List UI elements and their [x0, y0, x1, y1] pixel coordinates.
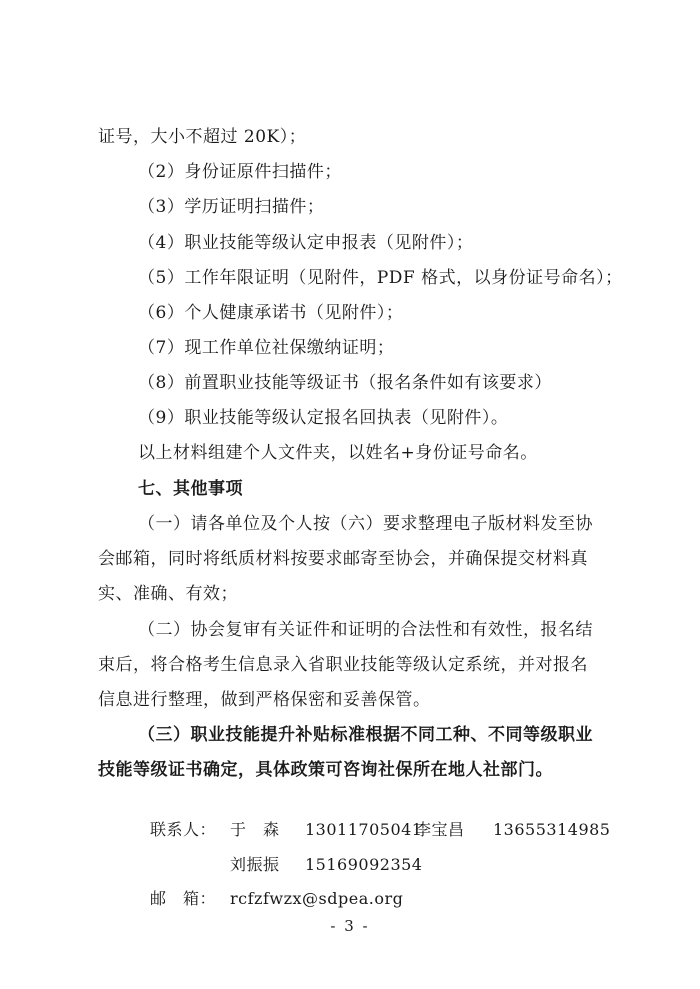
paragraph-2-line-1: （二）协会复审有关证件和证明的合法性和有效性，报名结: [138, 620, 593, 640]
list-item-8: （8）前置职业技能等级证书（报名条件如有该要求）: [138, 373, 552, 393]
contact-person-2-phone: 13655314985: [493, 820, 611, 839]
list-item-4: （4）职业技能等级认定申报表（见附件）；: [138, 233, 474, 253]
section-heading: 七、其他事项: [138, 479, 243, 499]
paragraph-2-line-3: 信息进行整理，做到严格保密和妥善保管。: [98, 690, 431, 710]
contact-person-1-name: 于 森: [230, 820, 280, 839]
page-number: - 3 -: [330, 917, 370, 935]
list-item-9: （9）职业技能等级认定报名回执表（见附件）。: [138, 408, 509, 428]
list-item-3: （3）学历证明扫描件；: [138, 197, 325, 217]
list-item-6: （6）个人健康承诺书（见附件）；: [138, 303, 404, 323]
list-item-7: （7）现工作单位社保缴纳证明；: [138, 338, 395, 358]
email-label: 邮 箱：: [150, 889, 217, 908]
list-item-5: （5）工作年限证明（见附件，PDF 格式，以身份证号命名）；: [138, 268, 623, 288]
paragraph-3-line-2: 技能等级证书确定，具体政策可咨询社保所在地人社部门。: [98, 760, 553, 780]
text-line-1: 证号，大小不超过 20K）；: [98, 127, 307, 147]
paragraph-1-line-1: （一）请各单位及个人按（六）要求整理电子版材料发至协: [138, 514, 593, 534]
contact-person-1-phone: 13011705041: [305, 820, 423, 839]
contact-person-2-name: 李宝昌: [415, 820, 465, 839]
materials-note: 以上材料组建个人文件夹，以姓名+身份证号命名。: [138, 443, 538, 463]
email-address: rcfzfwzx@sdpea.org: [230, 889, 404, 908]
contact-label: 联系人：: [150, 820, 217, 839]
contact-person-3-name: 刘振振: [230, 855, 280, 874]
paragraph-1-line-2: 会邮箱，同时将纸质材料按要求邮寄至协会，并确保提交材料真: [98, 549, 588, 569]
paragraph-2-line-2: 束后，将合格考生信息录入省职业技能等级认定系统，并对报名: [98, 655, 588, 675]
paragraph-3-line-1: （三）职业技能提升补贴标准根据不同工种、不同等级职业: [138, 725, 593, 745]
list-item-2: （2）身份证原件扫描件；: [138, 162, 342, 182]
paragraph-1-line-3: 实、准确、有效；: [98, 584, 238, 604]
contact-person-3-phone: 15169092354: [305, 855, 423, 874]
